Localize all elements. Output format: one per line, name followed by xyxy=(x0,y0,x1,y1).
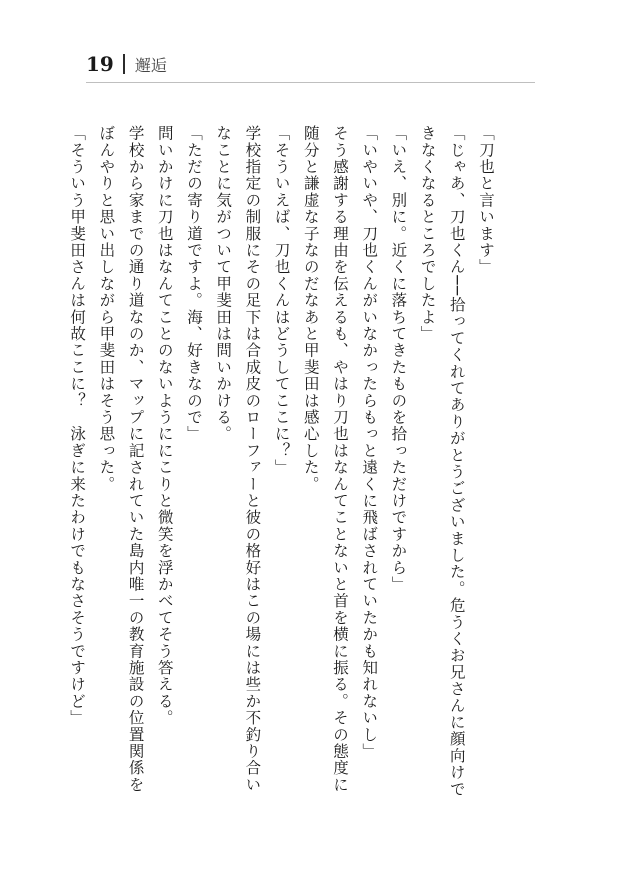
text-line: 学校から家までの通り道なのか、マップに記されていた島内唯一の教育施設の位置関係を xyxy=(126,125,145,793)
header-rule xyxy=(86,82,535,83)
text-line: 「いえ、別に。近くに落ちてきたものを拾っただけですから」 xyxy=(389,125,408,593)
text-line: そう感謝する理由を伝えるも、やはり刀也はなんてことないと首を横に振る。その態度に xyxy=(330,125,349,793)
page-number: 19 xyxy=(86,52,114,76)
chapter-title: 邂逅 xyxy=(134,55,167,75)
text-line: 「そういう甲斐田さんは何故ここに？ 泳ぎに来たわけでもなさそうですけど」 xyxy=(68,125,87,727)
text-line: 問いかけに刀也はなんてことのないようににこりと微笑を浮かべてそう答える。 xyxy=(155,125,174,727)
text-line: ぼんやりと思い出しながら甲斐田はそう思った。 xyxy=(97,125,116,493)
text-line: なことに気がついて甲斐田は問いかける。 xyxy=(214,125,233,443)
text-line: きなくなるところでしたよ」 xyxy=(418,125,437,343)
text-line: 随分と謙虚な子なのだなあと甲斐田は感心した。 xyxy=(301,125,320,493)
text-line: 「刀也と言います」 xyxy=(477,125,495,276)
header-separator xyxy=(123,54,125,74)
text-line: 「ただの寄り道ですよ。海、好きなので」 xyxy=(184,125,203,443)
page-header xyxy=(86,50,167,78)
body-text xyxy=(68,125,500,845)
text-line: 学校指定の制服にその足下は合成皮のローファーと彼の格好はこの場には些か不釣り合い xyxy=(243,125,262,794)
text-line: 「そういえば、刀也くんはどうしてここに？」 xyxy=(272,125,291,476)
text-line: 「じゃあ、刀也くん──拾ってくれてありがとうございました。危うくお兄さんに顔向けで xyxy=(447,125,466,798)
text-line: 「いやいや、刀也くんがいなかったらもっと遠くに飛ばされていたかも知れないし」 xyxy=(360,125,379,760)
